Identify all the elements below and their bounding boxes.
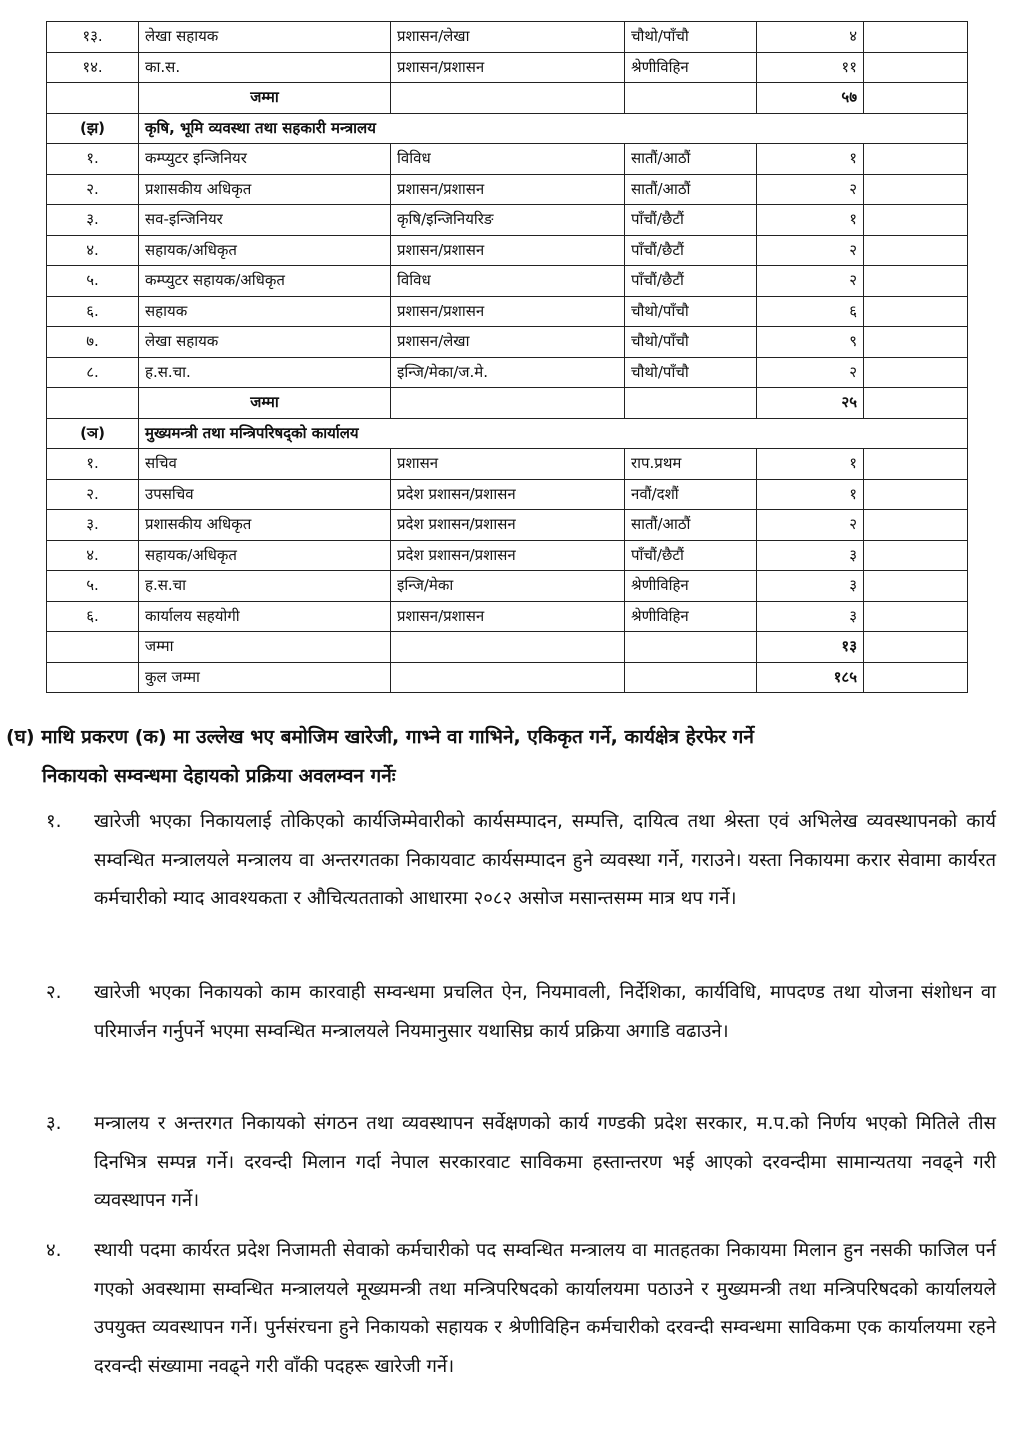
blank-cell xyxy=(864,571,968,602)
blank-cell xyxy=(864,510,968,541)
positions-table xyxy=(46,21,968,693)
point-text: मन्त्रालय र अन्तरगत निकायको संगठन तथा व्यवस्थापन सर्वेक्षणको कार्य गण्डकी प्रदेश सरकार, म.प.को निर्णय भएको मितिले तीस दिनभित्र सम्पन्न गर्ने। दरवन्दी मिलान गर्दा नेपाल सरकारवाट साविकमा हस्तान्तरण भई आएको दरवन्दीमा सामान्यतया नवढ्ने गरी व्यवस्थापन गर्ने। xyxy=(94,1113,996,1211)
serial-number-cell: २. xyxy=(47,174,139,205)
level-cell: राप.प्रथम xyxy=(625,449,757,480)
post-cell: सहायक xyxy=(139,296,391,327)
serial-number-cell xyxy=(47,662,139,693)
total-row xyxy=(47,83,968,114)
post-cell: का.स. xyxy=(139,52,391,83)
serial-number-cell: २. xyxy=(47,479,139,510)
serial-number-cell xyxy=(47,388,139,419)
section-heading-line-1: (घ) माथि प्रकरण (क) मा उल्लेख भए बमोजिम खारेजी, गाभ्ने वा गाभिने, एकिकृत गर्ने, कार्यक्षेत्र हेरफेर गर्ने xyxy=(6,726,754,748)
post-cell: कम्प्युटर इन्जिनियर xyxy=(139,144,391,175)
blank-cell xyxy=(864,388,968,419)
service-cell: इन्जि/मेका xyxy=(391,571,625,602)
count-cell: २ xyxy=(757,266,864,297)
table-row xyxy=(47,144,968,175)
blank-cell xyxy=(864,479,968,510)
level-cell: चौथो/पाँचौ xyxy=(625,296,757,327)
service-cell: प्रशासन xyxy=(391,449,625,480)
service-cell: विविध xyxy=(391,266,625,297)
level-cell: पाँचौं/छैटौं xyxy=(625,540,757,571)
point-number: ३. xyxy=(46,1113,62,1134)
service-cell xyxy=(391,662,625,693)
serial-number-cell xyxy=(47,632,139,663)
service-cell: प्रदेश प्रशासन/प्रशासन xyxy=(391,510,625,541)
post-cell: प्रशासकीय अधिकृत xyxy=(139,174,391,205)
count-cell: २ xyxy=(757,235,864,266)
post-cell: कुल जम्मा xyxy=(139,662,391,693)
blank-cell xyxy=(864,601,968,632)
blank-cell xyxy=(864,662,968,693)
level-cell: सातौं/आठौं xyxy=(625,174,757,205)
count-cell: ११ xyxy=(757,52,864,83)
section-row xyxy=(47,418,968,449)
count-cell: ४ xyxy=(757,22,864,53)
post-cell: जम्मा xyxy=(139,83,391,114)
level-cell: श्रेणीविहिन xyxy=(625,601,757,632)
serial-number-cell: ७. xyxy=(47,327,139,358)
serial-number-cell: ८. xyxy=(47,357,139,388)
count-cell: ९ xyxy=(757,327,864,358)
count-cell: ६ xyxy=(757,296,864,327)
service-cell: इन्जि/मेका/ज.मे. xyxy=(391,357,625,388)
service-cell: प्रशासन/लेखा xyxy=(391,22,625,53)
count-cell: २५ xyxy=(757,388,864,419)
point-text: खारेजी भएका निकायको काम कारवाही सम्वन्धमा प्रचलित ऐन, नियमावली, निर्देशिका, कार्यविधि, मापदण्ड तथा योजना संशोधन वा परिमार्जन गर्नुपर्ने भएमा सम्वन्धित मन्त्रालयले नियमानुसार यथासिघ्र कार्य प्रक्रिया अगाडि वढाउने। xyxy=(94,982,996,1042)
level-cell xyxy=(625,662,757,693)
service-cell: प्रदेश प्रशासन/प्रशासन xyxy=(391,479,625,510)
count-cell: १ xyxy=(757,449,864,480)
service-cell: प्रशासन/प्रशासन xyxy=(391,174,625,205)
service-cell: प्रशासन/प्रशासन xyxy=(391,601,625,632)
table-row xyxy=(47,479,968,510)
level-cell: पाँचौं/छैटौं xyxy=(625,235,757,266)
level-cell xyxy=(625,632,757,663)
point-2 xyxy=(46,974,996,1051)
blank-cell xyxy=(864,205,968,236)
level-cell: चौथो/पाँचौ xyxy=(625,327,757,358)
count-cell: १८५ xyxy=(757,662,864,693)
post-cell: ह.स.चा. xyxy=(139,357,391,388)
service-cell xyxy=(391,388,625,419)
blank-cell xyxy=(864,449,968,480)
table-row xyxy=(47,22,968,53)
total-row xyxy=(47,388,968,419)
section-title: कृषि, भूमि व्यवस्था तथा सहकारी मन्त्रालय xyxy=(139,113,968,144)
service-cell: प्रशासन/प्रशासन xyxy=(391,235,625,266)
table-row xyxy=(47,235,968,266)
post-cell: प्रशासकीय अधिकृत xyxy=(139,510,391,541)
blank-cell xyxy=(864,174,968,205)
post-cell: सचिव xyxy=(139,449,391,480)
count-cell: ३ xyxy=(757,571,864,602)
table-row xyxy=(47,296,968,327)
level-cell: सातौं/आठौं xyxy=(625,510,757,541)
service-cell: कृषि/इन्जिनियरिङ xyxy=(391,205,625,236)
level-cell: चौथो/पाँचौ xyxy=(625,22,757,53)
level-cell: पाँचौं/छैटौं xyxy=(625,266,757,297)
section-code: (झ) xyxy=(47,113,139,144)
positions-table-body xyxy=(47,22,968,693)
point-3 xyxy=(46,1105,996,1221)
table-row xyxy=(47,357,968,388)
blank-cell xyxy=(864,266,968,297)
point-text: स्थायी पदमा कार्यरत प्रदेश निजामती सेवाको कर्मचारीको पद सम्वन्धित मन्त्रालय वा मातहतका निकायमा मिलान हुन नसकी फाजिल पर्न गएको अवस्थामा सम्वन्धित मन्त्रालयले मूख्यमन्त्री तथा मन्त्रिपरिषदको कार्यालयमा पठाउने र मुख्यमन्त्री तथा मन्त्रिपरिषदको कार्यालयले उपयुक्त व्यवस्थापन गर्ने। पुर्नसंरचना हुने निकायको सहायक र श्रेणीविहिन कर्मचारीको दरवन्दी सम्वन्धमा साविकमा एक कार्यालयमा रहने दरवन्दी संख्यामा नवढ्ने गरी वाँकी पदहरू खारेजी गर्ने। xyxy=(94,1240,996,1377)
blank-cell xyxy=(864,632,968,663)
serial-number-cell: ४. xyxy=(47,235,139,266)
count-cell: ५७ xyxy=(757,83,864,114)
post-cell: सहायक/अधिकृत xyxy=(139,540,391,571)
level-cell: पाँचौं/छैटौं xyxy=(625,205,757,236)
point-1 xyxy=(46,803,996,919)
blank-cell xyxy=(864,52,968,83)
table-row xyxy=(47,449,968,480)
count-cell: २ xyxy=(757,174,864,205)
table-row xyxy=(47,205,968,236)
table-row xyxy=(47,327,968,358)
table-row xyxy=(47,266,968,297)
level-cell xyxy=(625,83,757,114)
post-cell: ह.स.चा xyxy=(139,571,391,602)
serial-number-cell: ६. xyxy=(47,296,139,327)
count-cell: १ xyxy=(757,205,864,236)
blank-cell xyxy=(864,357,968,388)
level-cell: नवौं/दशौं xyxy=(625,479,757,510)
section-row xyxy=(47,113,968,144)
table-row xyxy=(47,510,968,541)
post-cell: जम्मा xyxy=(139,388,391,419)
table-row xyxy=(47,52,968,83)
count-cell: १३ xyxy=(757,632,864,663)
total-row xyxy=(47,662,968,693)
section-code: (ञ) xyxy=(47,418,139,449)
post-cell: जम्मा xyxy=(139,632,391,663)
table-row xyxy=(47,174,968,205)
service-cell: विविध xyxy=(391,144,625,175)
point-text: खारेजी भएका निकायलाई तोकिएको कार्यजिम्मेवारीको कार्यसम्पादन, सम्पत्ति, दायित्व तथा श्रेस्ता एवं अभिलेख व्यवस्थापनको कार्य सम्वन्धित मन्त्रालयले मन्त्रालय वा अन्तरगतका निकायवाट कार्यसम्पादन हुने व्यवस्था गर्ने, गराउने। यस्ता निकायमा करार सेवामा कार्यरत कर्मचारीको म्याद आवश्यकता र औचित्यतताको आधारमा २०८२ असोज मसान्तसम्म मात्र थप गर्ने। xyxy=(94,811,996,909)
blank-cell xyxy=(864,235,968,266)
serial-number-cell: ६. xyxy=(47,601,139,632)
table-row xyxy=(47,601,968,632)
serial-number-cell: १४. xyxy=(47,52,139,83)
serial-number-cell xyxy=(47,83,139,114)
post-cell: कार्यालय सहयोगी xyxy=(139,601,391,632)
level-cell: सातौं/आठौं xyxy=(625,144,757,175)
section-heading xyxy=(6,718,1004,796)
level-cell: श्रेणीविहिन xyxy=(625,52,757,83)
section-title: मुख्यमन्त्री तथा मन्त्रिपरिषद्को कार्यालय xyxy=(139,418,968,449)
point-number: ४. xyxy=(46,1240,62,1261)
serial-number-cell: ३. xyxy=(47,510,139,541)
table-row xyxy=(47,571,968,602)
blank-cell xyxy=(864,22,968,53)
serial-number-cell: ५. xyxy=(47,266,139,297)
service-cell: प्रशासन/प्रशासन xyxy=(391,296,625,327)
level-cell: श्रेणीविहिन xyxy=(625,571,757,602)
post-cell: कम्प्युटर सहायक/अधिकृत xyxy=(139,266,391,297)
blank-cell xyxy=(864,83,968,114)
post-cell: लेखा सहायक xyxy=(139,327,391,358)
count-cell: २ xyxy=(757,510,864,541)
post-cell: लेखा सहायक xyxy=(139,22,391,53)
level-cell: चौथो/पाँचौ xyxy=(625,357,757,388)
point-number: २. xyxy=(46,982,62,1003)
service-cell xyxy=(391,83,625,114)
post-cell: उपसचिव xyxy=(139,479,391,510)
blank-cell xyxy=(864,296,968,327)
section-heading-line-2: निकायको सम्वन्धमा देहायको प्रक्रिया अवलम्वन गर्नेः xyxy=(42,765,396,787)
blank-cell xyxy=(864,540,968,571)
level-cell xyxy=(625,388,757,419)
service-cell xyxy=(391,632,625,663)
total-row xyxy=(47,632,968,663)
post-cell: सव-इन्जिनियर xyxy=(139,205,391,236)
serial-number-cell: १. xyxy=(47,144,139,175)
serial-number-cell: ४. xyxy=(47,540,139,571)
count-cell: १ xyxy=(757,479,864,510)
count-cell: १ xyxy=(757,144,864,175)
point-number: १. xyxy=(46,811,62,832)
point-4 xyxy=(46,1232,996,1386)
service-cell: प्रशासन/प्रशासन xyxy=(391,52,625,83)
service-cell: प्रशासन/लेखा xyxy=(391,327,625,358)
serial-number-cell: १. xyxy=(47,449,139,480)
count-cell: २ xyxy=(757,357,864,388)
blank-cell xyxy=(864,327,968,358)
count-cell: ३ xyxy=(757,601,864,632)
serial-number-cell: ३. xyxy=(47,205,139,236)
blank-cell xyxy=(864,144,968,175)
serial-number-cell: १३. xyxy=(47,22,139,53)
service-cell: प्रदेश प्रशासन/प्रशासन xyxy=(391,540,625,571)
count-cell: ३ xyxy=(757,540,864,571)
serial-number-cell: ५. xyxy=(47,571,139,602)
table-row xyxy=(47,540,968,571)
post-cell: सहायक/अधिकृत xyxy=(139,235,391,266)
